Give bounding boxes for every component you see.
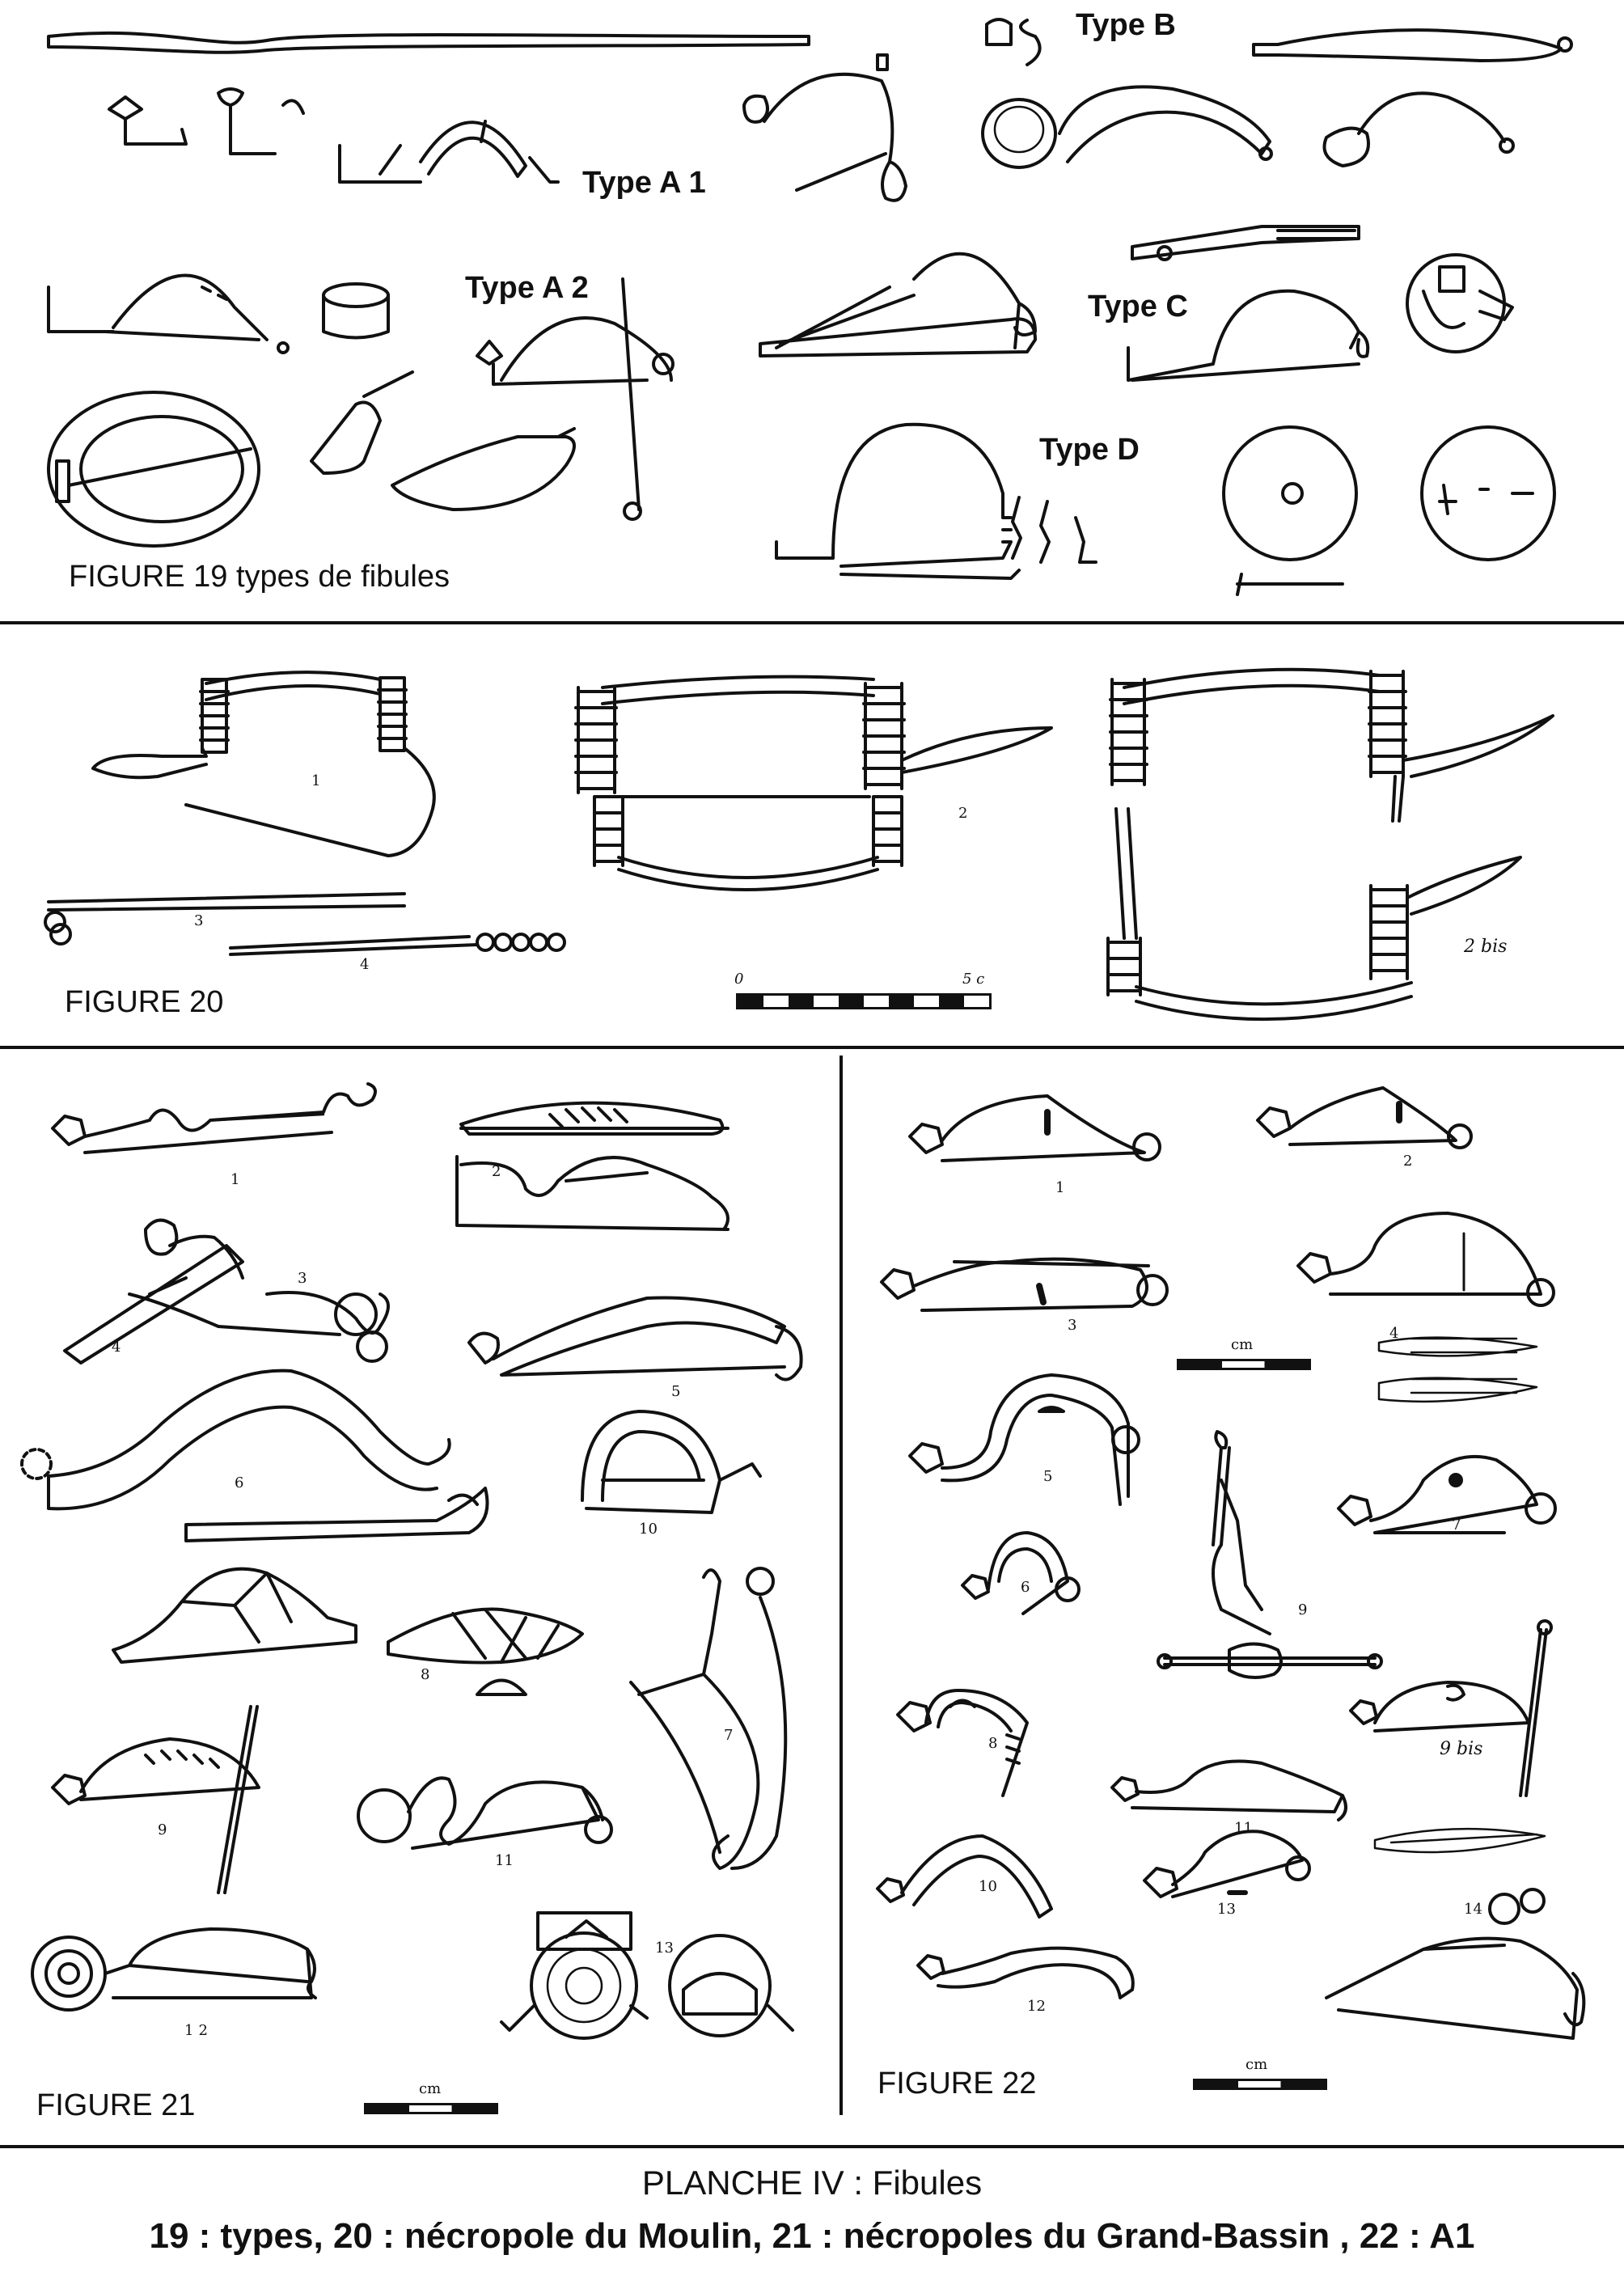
fibula-drawing [910, 1096, 1144, 1161]
figure-20-title: FIGURE 20 [65, 985, 224, 1019]
item-number: 13 [1217, 1901, 1236, 1918]
fibula-drawing [1039, 1286, 1043, 1302]
fibula-drawing [1526, 1494, 1555, 1523]
item-number: 6 [235, 1474, 244, 1491]
fibula-drawing [1490, 1894, 1519, 1923]
fibula-drawing [1339, 1457, 1537, 1533]
item-number: 13 [655, 1940, 674, 1957]
fibula-drawing [1144, 1831, 1302, 1897]
figure-19-title: FIGURE 19 types de fibules [69, 560, 450, 594]
item-number: 8 [421, 1666, 430, 1683]
fibula-drawing [1113, 1427, 1139, 1453]
plate-subtitle: 19 : types, 20 : nécropole du Moulin, 21 : nécropoles du Grand-Bassin , 22 : A1 [149, 2216, 1475, 2256]
item-number: 9 bis [1440, 1739, 1483, 1759]
item-number: 12 [184, 2022, 213, 2039]
fibula-drawing [878, 1836, 1051, 1917]
fibula-drawing [1165, 1644, 1375, 1678]
figure-21-title: FIGURE 21 [36, 2088, 196, 2122]
item-number: 1 [1055, 1179, 1065, 1196]
fibula-drawing [1379, 1378, 1537, 1402]
fibula-drawing [1138, 1276, 1167, 1305]
fibula-drawing [1448, 1686, 1464, 1700]
fibula-drawing [1007, 1735, 1019, 1763]
scale-end-label: 5 c [962, 971, 985, 988]
item-number: 4 [360, 956, 370, 973]
item-number: 11 [495, 1852, 514, 1869]
item-number: 3 [194, 912, 204, 929]
fibula-drawing [898, 1690, 1027, 1796]
fibula-drawing [1112, 1762, 1343, 1813]
fibula-drawing [1375, 1829, 1545, 1852]
item-number: 3 [298, 1270, 307, 1287]
plate-title: PLANCHE IV : Fibules [641, 2164, 983, 2202]
fibula-drawing [962, 1533, 1068, 1614]
item-number: 14 [1464, 1901, 1482, 1918]
item-number: 5 [1043, 1468, 1053, 1485]
type-a2-label: Type A 2 [465, 271, 589, 305]
item-number: 6 [1021, 1579, 1030, 1596]
item-number: 7 [724, 1727, 734, 1744]
item-number: 11 [1234, 1820, 1253, 1837]
fibula-drawing [1450, 1474, 1461, 1486]
fibula-drawing [1351, 1682, 1529, 1731]
item-number: 2 bis [1464, 937, 1508, 957]
scale-unit-label: cm [1245, 2056, 1268, 2073]
item-number: 1 [230, 1171, 240, 1188]
item-number: 8 [988, 1735, 998, 1752]
fibula-drawing [1326, 1939, 1577, 2038]
item-number: 9 [158, 1821, 167, 1838]
item-number: 2 [958, 805, 968, 822]
type-b-label: Type B [1076, 8, 1176, 42]
item-number: 5 [671, 1383, 681, 1400]
type-c-label: Type C [1088, 290, 1188, 324]
item-number: 2 [492, 1163, 501, 1180]
scale-unit-label: cm [419, 2080, 442, 2097]
divider-line [0, 2145, 1624, 2148]
scale-start-label: 0 [734, 971, 744, 988]
item-number: 2 [1403, 1153, 1413, 1170]
fibula-drawing [1298, 1213, 1541, 1294]
item-number: 12 [1027, 1998, 1046, 2015]
fibula-drawing [1521, 1889, 1544, 1912]
scale-bar [1193, 2079, 1327, 2090]
figure-22-title: FIGURE 22 [878, 2067, 1037, 2101]
fibula-drawing [918, 1948, 1133, 1998]
fibula-drawing [1258, 1088, 1456, 1144]
scale-bar [1177, 1359, 1311, 1370]
fibula-drawing [882, 1259, 1148, 1310]
item-number: 4 [1389, 1325, 1399, 1342]
scale-unit-label: cm [1231, 1336, 1254, 1353]
fibula-drawing [1379, 1338, 1537, 1356]
type-a1-label: Type A 1 [582, 166, 706, 200]
item-number: 10 [639, 1521, 658, 1538]
fibula-drawing [910, 1375, 1128, 1504]
item-number: 4 [112, 1339, 121, 1356]
fibula-drawing [1134, 1134, 1160, 1160]
item-number: 9 [1298, 1601, 1308, 1618]
type-d-label: Type D [1039, 433, 1140, 467]
item-number: 10 [979, 1878, 997, 1895]
item-number: 3 [1068, 1317, 1077, 1334]
item-number: 7 [1452, 1517, 1461, 1534]
fibula-drawing [1039, 1407, 1064, 1411]
item-number: 1 [311, 772, 321, 789]
